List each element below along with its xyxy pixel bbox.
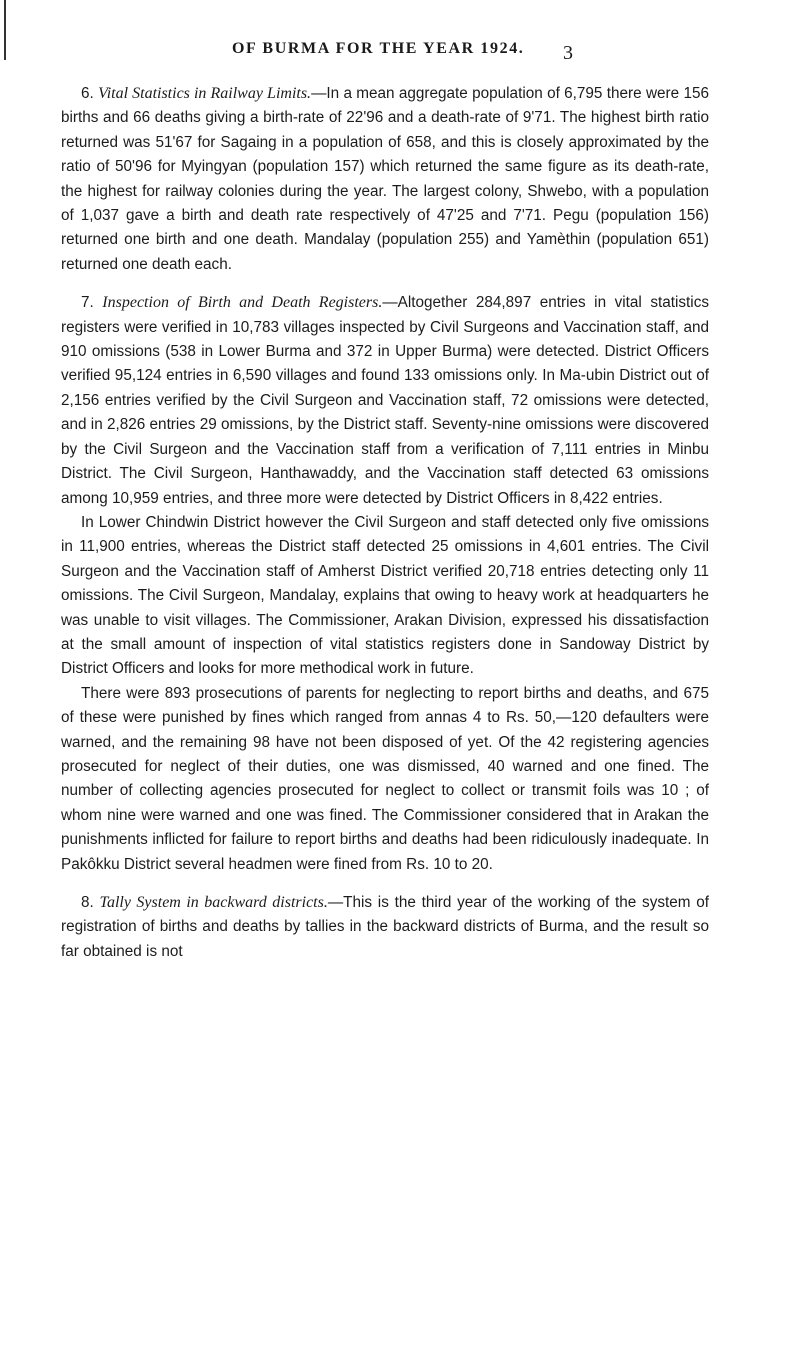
paragraph-text: —This is the third year of the working of the system of registration of births and deaths by tallies in the backward districts of Burma, and the result so far obtained is not <box>61 894 710 960</box>
running-header <box>0 40 800 70</box>
section-6-paragraph <box>61 82 709 277</box>
section-heading: Inspection of Birth and Death Registers. <box>102 294 383 312</box>
paragraph-text: —Altogether 284,897 entries in vital statistics registers were verified in 10,783 villages inspected by Civil Surgeons and Vaccination staff, and 910 omissions (538 in Lower Burma and 372 in Upper Burma) were detected. District Officers verified 95,124 entries in 6,590 villages and found 133 omissions only. In Ma-ubin District out of 2,156 entries verified by the Civil Surgeon and Vaccination staff, 72 omissions were detected, and in 2,826 entries 29 omissions, by the District staff. Seventy-nine omissions were discovered by the Civil Surgeon and the Vaccination staff from a verification of 7,111 entries in Minbu District. The Civil Surgeon, Hanthawaddy, and the Vaccination staff detected 63 omissions among 10,959 entries, and three more were detected by District Officers in 8,422 entries. <box>61 294 709 507</box>
section-number: 8. <box>81 894 94 911</box>
section-7-paragraph-3: There were 893 prosecutions of parents for neglecting to report births and deaths, and 675 of these were punished by fines which ranged from annas 4 to Rs. 50,—120 defaulters were warned, and the remaining 98 have not been disposed of yet. Of the 42 registering agencies prosecuted for neglect of their duties, one was dismissed, 40 warned and one fined. The number of collecting agencies prosecuted for neglect to collect or transmit foils was 10 ; of whom nine were warned and one was fined. The Commissioner considered that in Arakan the punishments inflicted for failure to report births and deaths had been ridiculously inadequate. In Pakôkku District several headmen were fined from Rs. 10 to 20. <box>61 684 709 873</box>
section-7-paragraph-2: In Lower Chindwin District however the Civil Surgeon and staff detected only five omissions in 11,900 entries, whereas the District staff detected 25 omissions in 4,601 entries. The Civil Surgeon and the Vaccination staff of Amherst District verified 20,718 entries detecting only 11 omissions. The Civil Surgeon, Mandalay, explains that owing to heavy work at headquarters he was unable to visit villages. The Commissioner, Arakan Division, expressed his dissatisfaction at the small amount of inspection of vital statistics registers done in Sandoway District by District Officers and looks for more methodical work in future. <box>61 513 709 678</box>
section-8-paragraph <box>61 891 709 964</box>
page-number: 3 <box>563 42 573 64</box>
running-title: OF BURMA FOR THE YEAR 1924. <box>232 40 525 57</box>
section-7-paragraph <box>61 291 709 511</box>
section-heading: Vital Statistics in Railway Limits. <box>98 85 312 102</box>
paragraph-text: —In a mean aggregate population of 6,795 there were 156 births and 66 deaths giving a birth-rate of 22'96 and a death-rate of 9'71. The highest birth ratio returned was 51'67 for Sagaing in a population of 658, and this is closely approximated by the ratio of 50'96 for Myingyan (population 157) which returned the same figure as its death-rate, the highest for railway colonies during the year. The largest colony, Shwebo, with a population of 1,037 gave a birth and death rate respectively of 47'25 and 7'71. Pegu (population 156) returned one birth and one death. Mandalay (population 255) and Yamèthin (population 651) returned one death each. <box>61 85 709 273</box>
section-number: 6. <box>81 85 94 102</box>
body-text <box>61 82 709 964</box>
section-heading: Tally System in backward districts. <box>99 894 328 911</box>
section-number: 7. <box>81 294 94 312</box>
